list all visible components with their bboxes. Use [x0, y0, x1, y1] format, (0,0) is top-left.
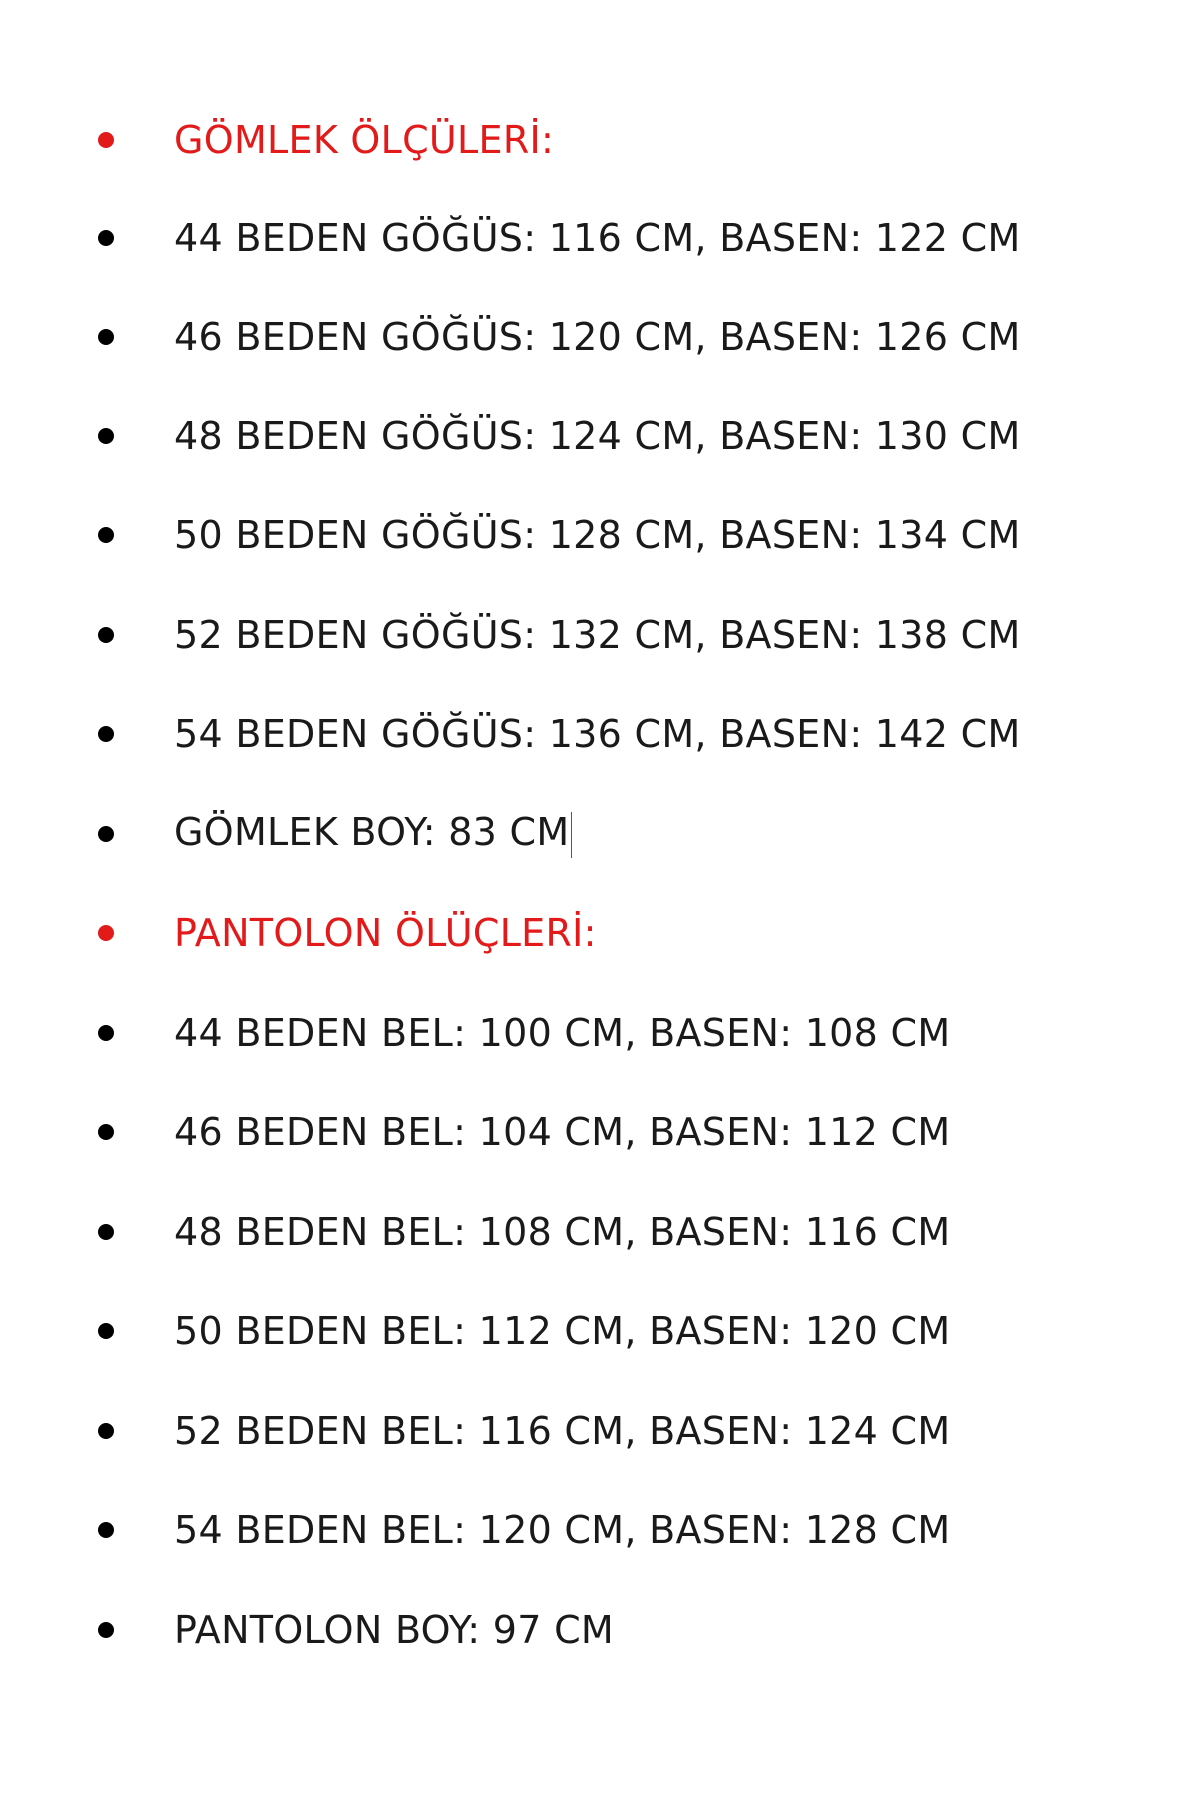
bullet-icon: [98, 1124, 114, 1140]
pants-length: PANTOLON BOY: 97 CM: [174, 1608, 614, 1652]
shirt-length: GÖMLEK BOY: 83 CM: [174, 810, 570, 855]
bullet-icon: [98, 1323, 114, 1339]
list-item: [0, 1600, 1200, 1660]
shirt-size-44: 44 BEDEN GÖĞÜS: 116 CM, BASEN: 122 CM: [174, 216, 1021, 260]
pants-size-52: 52 BEDEN BEL: 116 CM, BASEN: 124 CM: [174, 1409, 951, 1453]
bullet-icon: [98, 1224, 114, 1240]
pants-heading: PANTOLON ÖLÜÇLERİ:: [174, 911, 597, 955]
bullet-icon: [98, 1025, 114, 1041]
shirt-length-line[interactable]: [174, 810, 572, 858]
bullet-icon: [98, 925, 114, 941]
list-item: [0, 1102, 1200, 1162]
bullet-icon: [98, 627, 114, 643]
bullet-icon: [98, 826, 114, 842]
list-item: [0, 1202, 1200, 1262]
shirt-heading: GÖMLEK ÖLÇÜLERİ:: [174, 118, 555, 162]
text-cursor: [571, 812, 572, 858]
list-item: [0, 1301, 1200, 1361]
pants-size-46: 46 BEDEN BEL: 104 CM, BASEN: 112 CM: [174, 1110, 951, 1154]
bullet-icon: [98, 329, 114, 345]
list-item: [0, 307, 1200, 367]
bullet-icon: [98, 1622, 114, 1638]
list-item: [0, 1401, 1200, 1461]
bullet-icon: [98, 230, 114, 246]
pants-size-50: 50 BEDEN BEL: 112 CM, BASEN: 120 CM: [174, 1309, 951, 1353]
pants-heading-item: [0, 903, 1200, 963]
list-item: [0, 208, 1200, 268]
pants-size-54: 54 BEDEN BEL: 120 CM, BASEN: 128 CM: [174, 1508, 951, 1552]
bullet-icon: [98, 726, 114, 742]
shirt-size-54: 54 BEDEN GÖĞÜS: 136 CM, BASEN: 142 CM: [174, 712, 1021, 756]
bullet-icon: [98, 428, 114, 444]
bullet-icon: [98, 132, 114, 148]
list-item: [0, 704, 1200, 764]
bullet-icon: [98, 1522, 114, 1538]
list-item: [0, 406, 1200, 466]
pants-size-44: 44 BEDEN BEL: 100 CM, BASEN: 108 CM: [174, 1011, 951, 1055]
shirt-heading-item: [0, 110, 1200, 170]
shirt-size-50: 50 BEDEN GÖĞÜS: 128 CM, BASEN: 134 CM: [174, 513, 1021, 557]
shirt-size-48: 48 BEDEN GÖĞÜS: 124 CM, BASEN: 130 CM: [174, 414, 1021, 458]
list-item: [0, 605, 1200, 665]
shirt-size-46: 46 BEDEN GÖĞÜS: 120 CM, BASEN: 126 CM: [174, 315, 1021, 359]
bullet-icon: [98, 527, 114, 543]
list-item[interactable]: [0, 804, 1200, 864]
list-item: [0, 1500, 1200, 1560]
pants-size-48: 48 BEDEN BEL: 108 CM, BASEN: 116 CM: [174, 1210, 951, 1254]
list-item: [0, 505, 1200, 565]
list-item: [0, 1003, 1200, 1063]
shirt-size-52: 52 BEDEN GÖĞÜS: 132 CM, BASEN: 138 CM: [174, 613, 1021, 657]
bullet-icon: [98, 1423, 114, 1439]
